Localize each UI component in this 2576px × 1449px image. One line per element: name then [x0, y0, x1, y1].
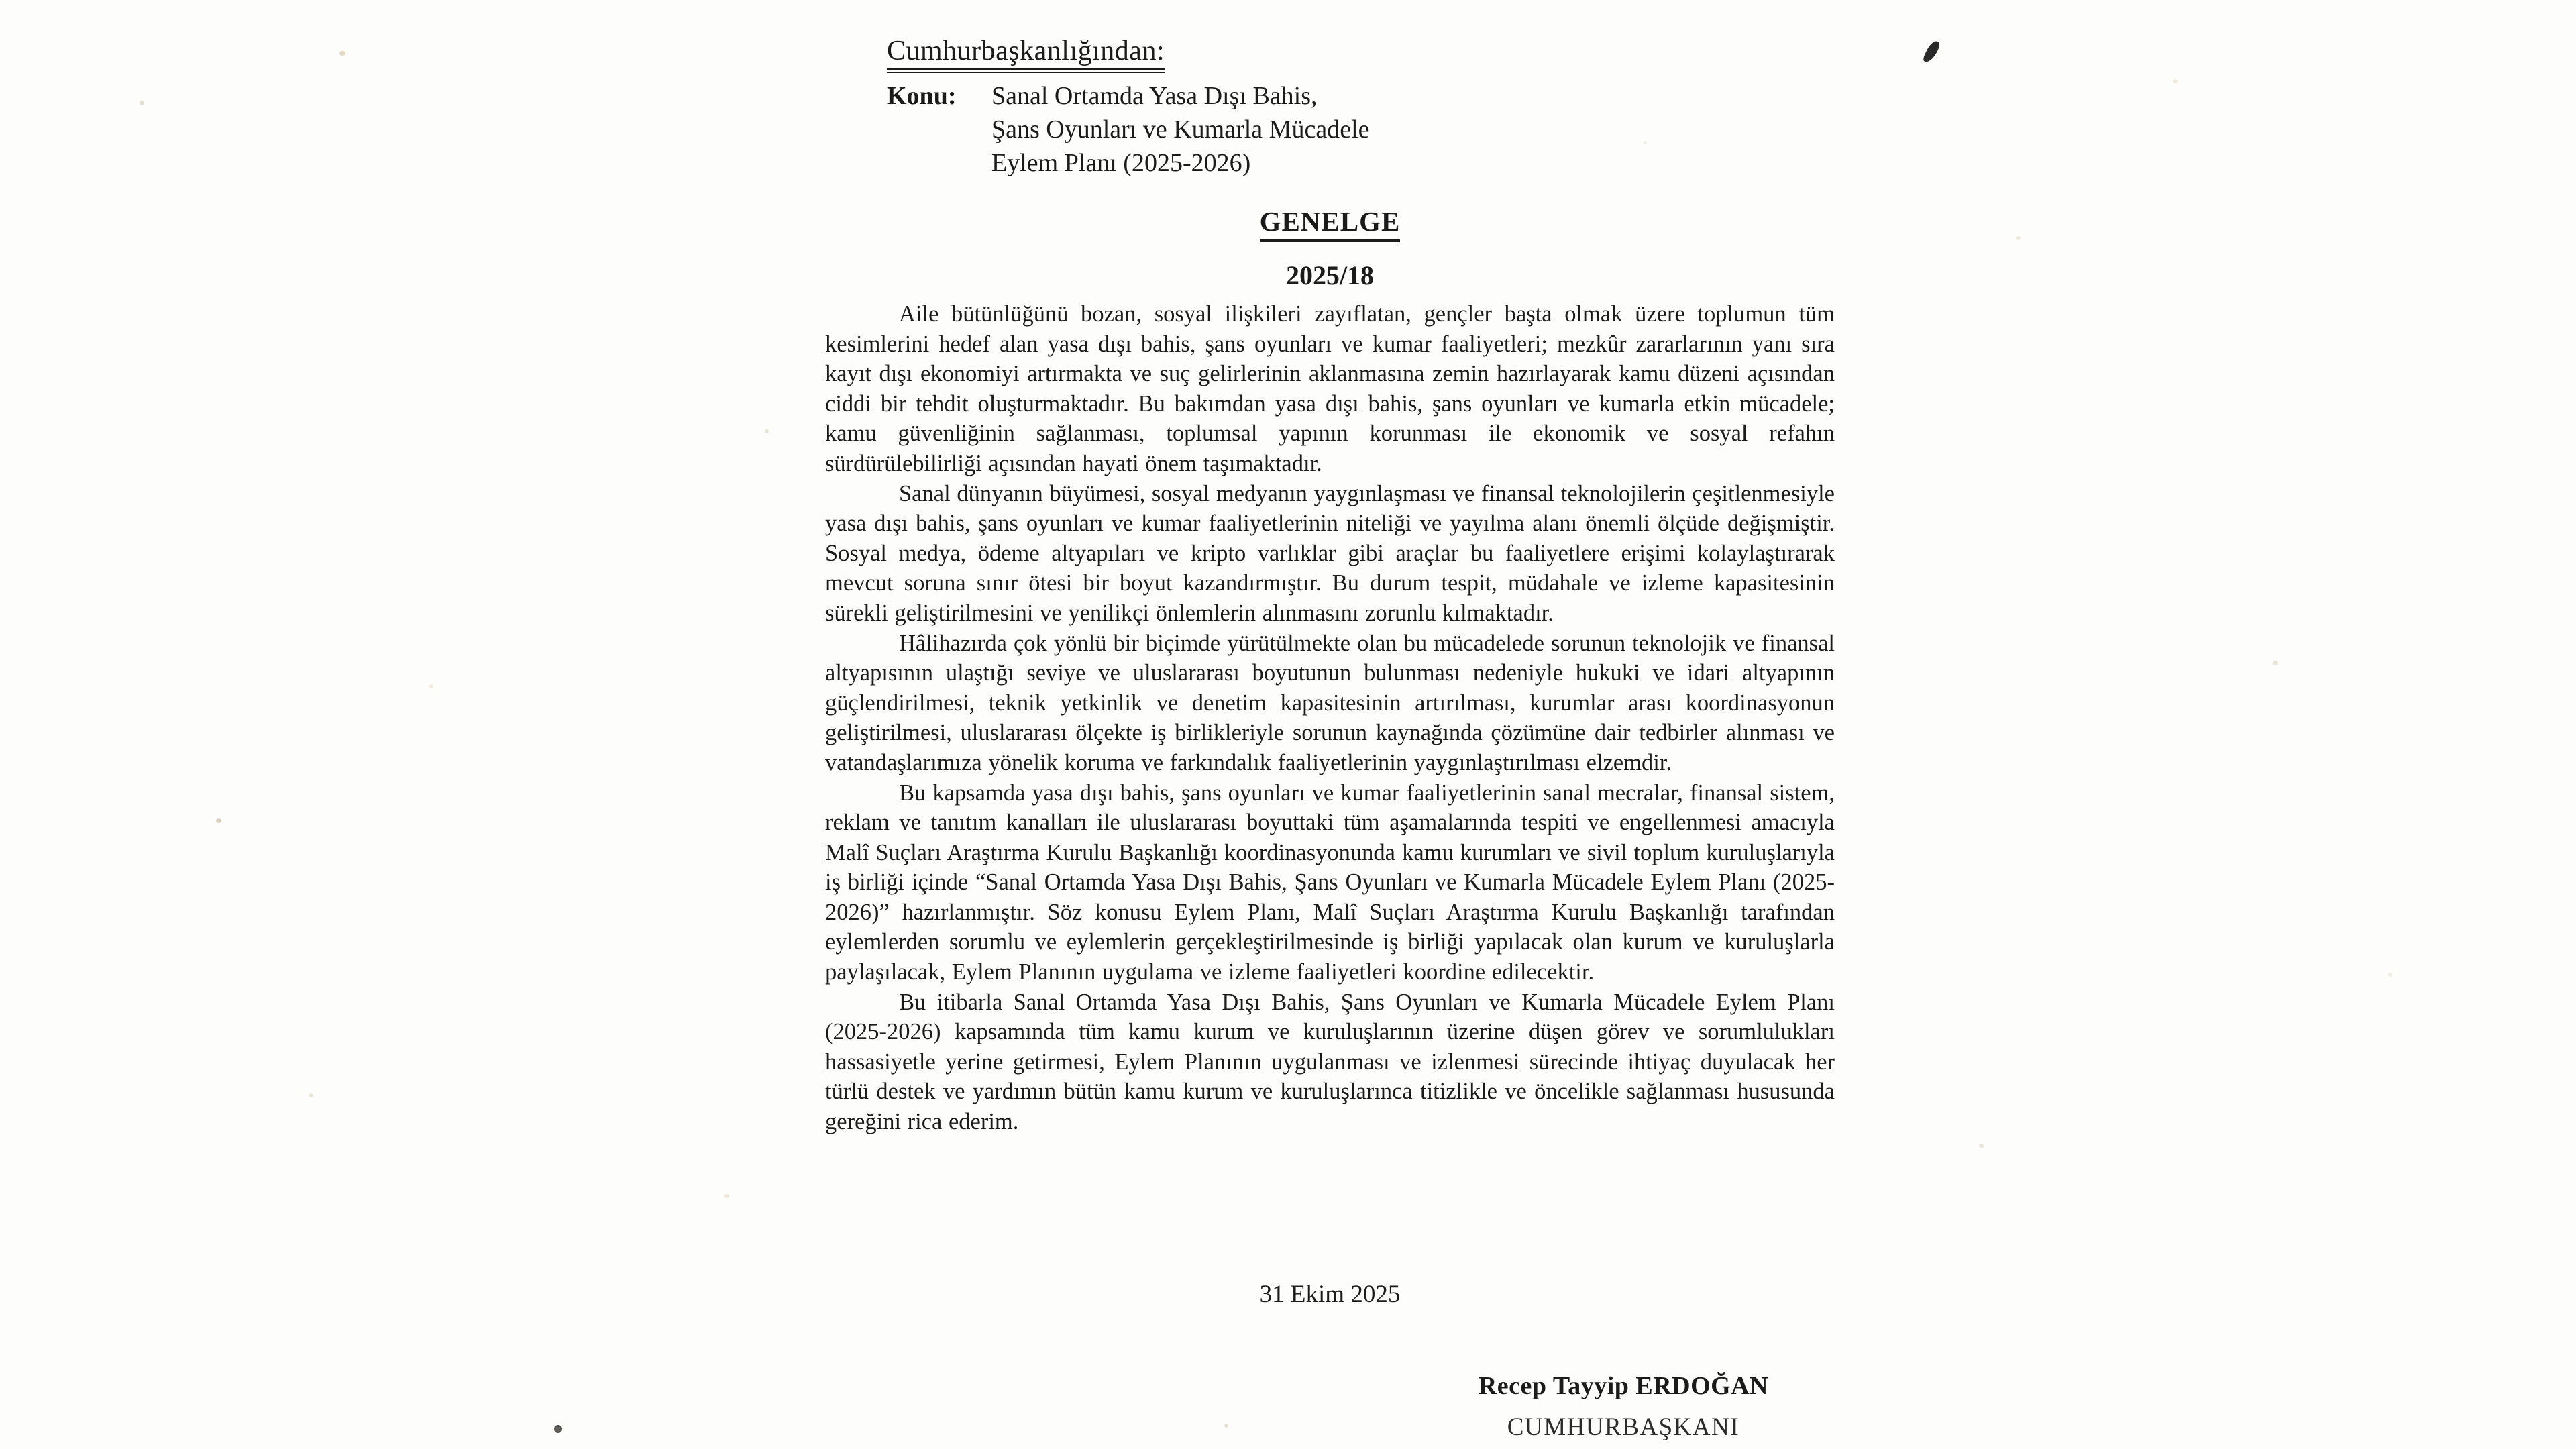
scan-speck — [216, 818, 221, 823]
subject-text — [991, 79, 1370, 180]
document-title: GENELGE — [1260, 205, 1401, 242]
title-block — [825, 205, 1835, 291]
scan-speck — [2174, 79, 2178, 83]
paragraph: Aile bütünlüğünü bozan, sosyal ilişkileri zayıflatan, gençler başta olmak üzere toplumun tüm kesimlerini hedef alan yasa dışı bahis, şans oyunları ve kumar faaliyetleri; mezkûr zararlarının yanı sıra kayıt dışı ekonomiyi artırmakta ve suç gelirlerinin aklanmasına zemin hazırlayarak kamu düzeni açısından ciddi bir tehdit oluşturmaktadır. Bu bakımdan yasa dışı bahis, şans oyunları ve kumarla etkin mücadele; kamu güvenliğinin sağlanması, toplumsal yapının korunması ile ekonomik ve sosyal refahın sürdürülebilirliği açısından hayati önem taşımaktadır. — [825, 301, 1835, 476]
scan-speck — [2388, 973, 2392, 977]
paragraph: Bu itibarla Sanal Ortamda Yasa Dışı Bahis, Şans Oyunları ve Kumarla Mücadele Eylem Planı (2025-2026) kapsamında tüm kamu kurum ve kuruluşlarının üzerine düşen görev ve sorumlulukları hassasiyetle yerine getirmesi, Eylem Planının uygulanması ve izlenmesi sürecinde ihtiyaç duyulacak her türlü destek ve yardımın bütün kamu kurum ve kuruluşlarınca titizlikle ve öncelikle sağlanması hususunda gereğini rica ederim. — [825, 989, 1835, 1135]
scan-speck — [429, 684, 433, 688]
subject-block — [887, 79, 1370, 180]
subject-line: Eylem Planı (2025-2026) — [991, 149, 1251, 177]
ink-mark — [1922, 40, 1941, 64]
circular-number: 2025/18 — [1285, 260, 1375, 290]
paragraph: Sanal dünyanın büyümesi, sosyal medyanın yaygınlaşması ve finansal teknolojilerin çeşitlenmesiyle yasa dışı bahis, şans oyunları ve kumar faaliyetlerinin niteliği ve yayılma alanı önemli ölçüde değişmiştir. Sosyal medya, ödeme altyapıları ve kripto varlıklar gibi araçlar bu faaliyetlere erişimi kolaylaştırarak mevcut soruna sınır ötesi bir boyut kazandırmıştır. Bu durum tespit, müdahale ve izleme kapasitesinin sürekli geliştirilmesini ve yenilikçi önlemlerin alınmasını zorunlu kılmaktadır. — [825, 480, 1835, 626]
scan-speck — [554, 1425, 562, 1433]
scan-speck — [1644, 141, 1647, 144]
subject-line: Sanal Ortamda Yasa Dışı Bahis, — [991, 82, 1318, 110]
signatory-title: CUMHURBAŞKANI — [1507, 1413, 1740, 1441]
issuing-authority-heading: Cumhurbaşkanlığından: — [887, 35, 1165, 73]
scan-speck — [140, 101, 144, 105]
scan-speck — [1224, 1424, 1228, 1428]
paragraph: Hâlihazırda çok yönlü bir biçimde yürütülmekte olan bu mücadelede sorunun teknolojik ve finansal altyapısının ulaştığı seviye ve uluslararası boyutunun bulunması nedeniyle hukuki ve idari altyapının güçlendirilmesi, teknik yetkinlik ve denetim kapasitesinin artırılması, kurumlar arası koordinasyonun geliştirilmesi, uluslararası ölçekte iş birlikleriyle sorunun kaynağında çözümüne dair tedbirler alınması ve vatandaşlarımıza yönelik koruma ve farkındalık faaliyetlerinin yaygınlaştırılması elzemdir. — [825, 630, 1835, 775]
scan-speck — [765, 429, 769, 433]
scan-speck — [2273, 661, 2278, 665]
signature-block — [1412, 1371, 1835, 1442]
subject-line: Şans Oyunları ve Kumarla Mücadele — [991, 115, 1370, 144]
document-date: 31 Ekim 2025 — [1259, 1281, 1401, 1308]
scan-speck — [309, 1093, 313, 1097]
scan-speck — [339, 51, 345, 56]
paragraph: Bu kapsamda yasa dışı bahis, şans oyunları ve kumar faaliyetlerinin sanal mecralar, finansal sistem, reklam ve tanıtım kanalları ile uluslararası boyuttaki tüm aşamalarında tespiti ve engellenmesi amacıyla Malî Suçları Araştırma Kurulu Başkanlığı koordinasyonunda kamu kurumları ve sivil toplum kuruluşlarıyla iş birliği içinde “Sanal Ortamda Yasa Dışı Bahis, Şans Oyunları ve Kumarla Mücadele Eylem Planı (2025-2026)” hazırlanmıştır. Söz konusu Eylem Planı, Malî Suçları Araştırma Kurulu Başkanlığı tarafından eylemlerden sorumlu ve eylemlerin gerçekleştirilmesinde iş birliği yapılacak olan kurum ve kuruluşlarla paylaşılacak, Eylem Planının uygulama ve izleme faaliyetleri koordine edilecektir. — [825, 780, 1835, 985]
signatory-name: Recep Tayyip ERDOĞAN — [1478, 1372, 1769, 1400]
subject-label: Konu: — [887, 82, 957, 110]
scan-speck — [2016, 236, 2021, 240]
body-text — [825, 299, 1835, 1137]
scan-speck — [1979, 1144, 1984, 1148]
scan-speck — [724, 1194, 729, 1198]
